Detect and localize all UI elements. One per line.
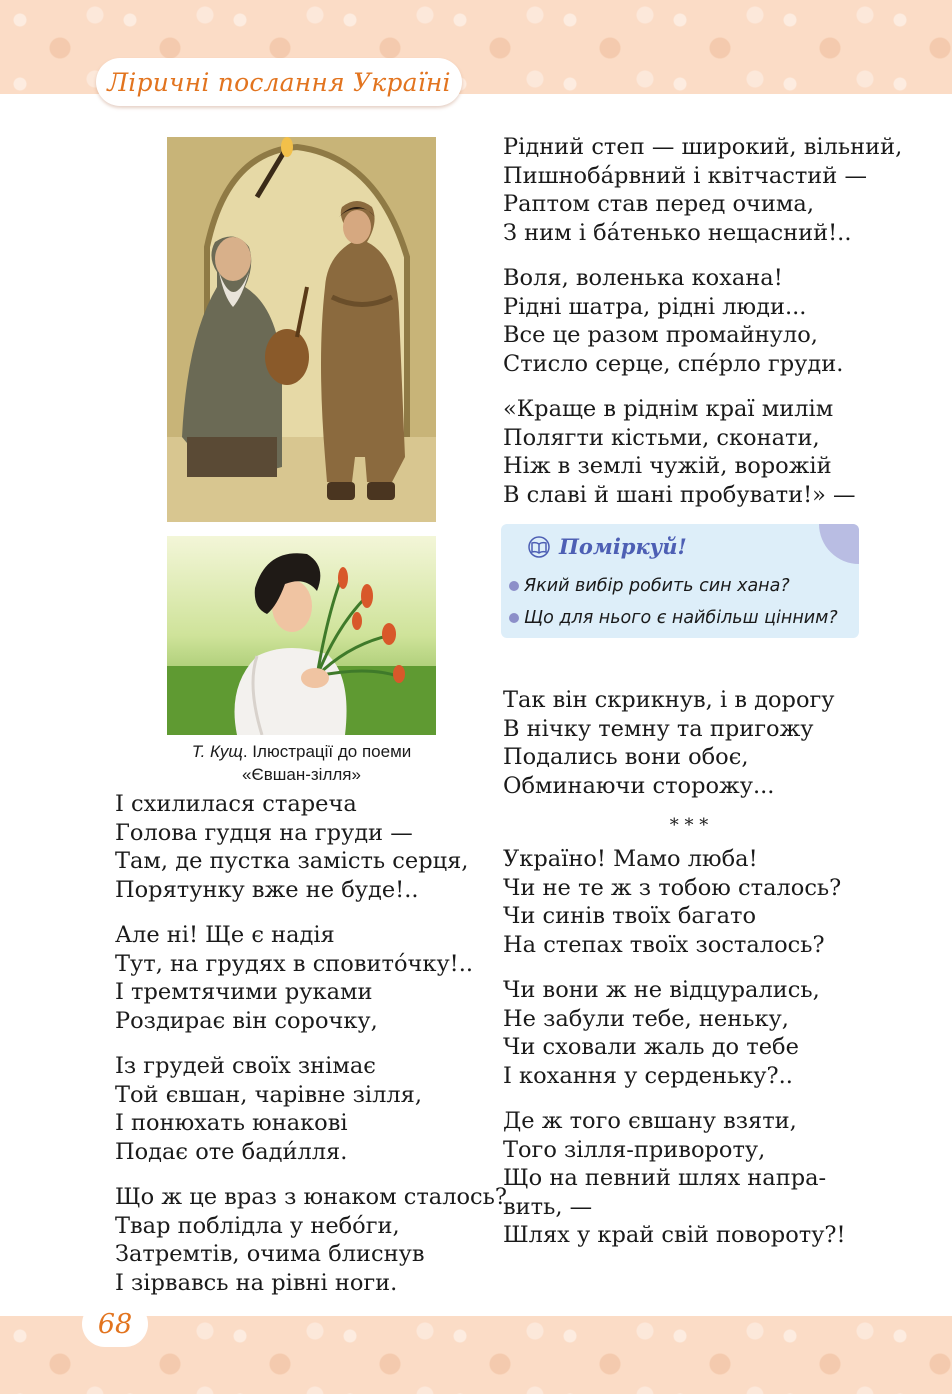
stanza: [115, 790, 507, 904]
section-title: [96, 58, 462, 106]
think-box-title: [525, 534, 687, 559]
think-question: [509, 608, 838, 628]
think-question-text: Що для нього є найбільш цінним?: [524, 608, 838, 628]
poem-line: Там, де пустка замість серця,: [115, 848, 469, 874]
poem-line: Рідні шатра, рідні люди...: [503, 293, 807, 320]
poem-line: Чи не те ж з тобою сталось?: [503, 874, 842, 901]
caption-author: Т. Кущ: [191, 742, 243, 761]
poem-line: Чи сховали жаль до тебе: [503, 1034, 799, 1060]
page-number-text: 68: [97, 1308, 133, 1340]
stanza: [503, 686, 875, 800]
stanza: [503, 1107, 875, 1250]
poem-line: Чи синів твоїх багато: [503, 903, 757, 929]
poem-line: Що ж це враз з юнаком сталось?: [115, 1184, 507, 1210]
poem-line: Затремтів, очима блиснув: [115, 1241, 425, 1267]
poem-line: Воля, воленька кохана!: [503, 265, 783, 291]
stanza: [503, 845, 875, 959]
poem-line: Раптом став перед очима,: [503, 191, 815, 217]
poem-line: І понюхать юнакові: [115, 1110, 348, 1136]
stanza: [503, 133, 902, 247]
poem-line: Голова гудця на груди —: [115, 819, 413, 846]
think-question-text: Який вибір робить син хана?: [524, 576, 790, 596]
poem-line: Пишноба́рвний і квітчастий —: [503, 162, 867, 189]
poem-line: І зірвавсь на рівні ноги.: [115, 1269, 398, 1296]
bullet-icon: [509, 581, 519, 591]
poem-line: Той євшан, чарівне зілля,: [115, 1081, 423, 1108]
illustration-caption: [160, 740, 443, 786]
poem-line: Роздирає він сорочку,: [115, 1007, 378, 1034]
poem-line: Обминаючи сторожу...: [503, 772, 775, 799]
poem-right-column-top: [503, 133, 902, 526]
think-question: [509, 576, 790, 596]
section-separator: * * *: [669, 815, 709, 836]
stanza: [503, 976, 875, 1090]
poem-line: Шлях у край свій повороту?!: [503, 1222, 846, 1248]
illustration-youth-with-herb: [167, 536, 436, 735]
poem-left-column: [115, 790, 507, 1314]
poem-line: вить, —: [503, 1193, 593, 1220]
poem-line: З ним і ба́тенько нещасний!..: [503, 219, 852, 246]
stanza: [115, 1183, 507, 1297]
poem-line: Подає оте бади́лля.: [115, 1138, 348, 1165]
poem-line: Тут, на грудях в сповито́чку!..: [115, 950, 474, 977]
poem-line: Стисло серце, спе́рло груди.: [503, 350, 844, 377]
poem-line: В нічку темну та пригожу: [503, 715, 814, 742]
poem-line: Ніж в землі чужій, ворожій: [503, 453, 832, 479]
stanza: [503, 395, 902, 509]
poem-line: Полягти кістьми, сконати,: [503, 424, 820, 451]
stanza: [503, 264, 902, 378]
bullet-icon: [509, 613, 519, 623]
book-icon: [525, 536, 553, 558]
poem-line: Все це разом промайнуло,: [503, 322, 818, 348]
poem-line: «Краще в ріднім краї милім: [503, 396, 834, 422]
poem-line: Того зілля-привороту,: [503, 1136, 766, 1163]
poem-line: Так він скрикнув, і в дорогу: [503, 687, 835, 713]
poem-line: Де ж того євшану взяти,: [503, 1108, 797, 1134]
poem-line: Україно! Мамо люба!: [503, 846, 758, 872]
poem-line: І схилилася стареча: [115, 791, 357, 817]
section-title-text: Ліричні послання Україні: [107, 67, 451, 97]
poem-line: Але ні! Ще є надія: [115, 922, 335, 948]
poem-line: І кохання у серденьку?..: [503, 1062, 793, 1089]
illustration-kobzar-and-youth: [167, 137, 436, 522]
poem-line: І тремтячими руками: [115, 979, 373, 1005]
stanza: [115, 921, 507, 1035]
poem-line: Що на певний шлях напра-: [503, 1165, 827, 1191]
poem-line: Порятунку вже не буде!..: [115, 876, 419, 903]
poem-line: Подались вони обоє,: [503, 744, 749, 770]
poem-line: Рідний степ — широкий, вільний,: [503, 134, 903, 160]
page-number: [82, 1301, 148, 1347]
think-box: [501, 524, 859, 638]
poem-line: В славі й шані пробувати!» —: [503, 481, 856, 508]
poem-line: Із грудей своїх знімає: [115, 1053, 376, 1079]
stanza: [115, 1052, 507, 1166]
poem-line: На степах твоїх зосталось?: [503, 931, 825, 958]
poem-line: Не забули тебе, неньку,: [503, 1005, 789, 1032]
poem-line: Твар поблідла у небо́ги,: [115, 1212, 400, 1239]
poem-right-column-bottom: [503, 686, 875, 1267]
think-box-title-text: Поміркуй!: [559, 534, 687, 559]
think-box-corner: [819, 524, 859, 564]
caption-text: . Ілюстрації до поеми «Євшан-зілля»: [242, 742, 412, 784]
poem-line: Чи вони ж не відцурались,: [503, 977, 820, 1003]
